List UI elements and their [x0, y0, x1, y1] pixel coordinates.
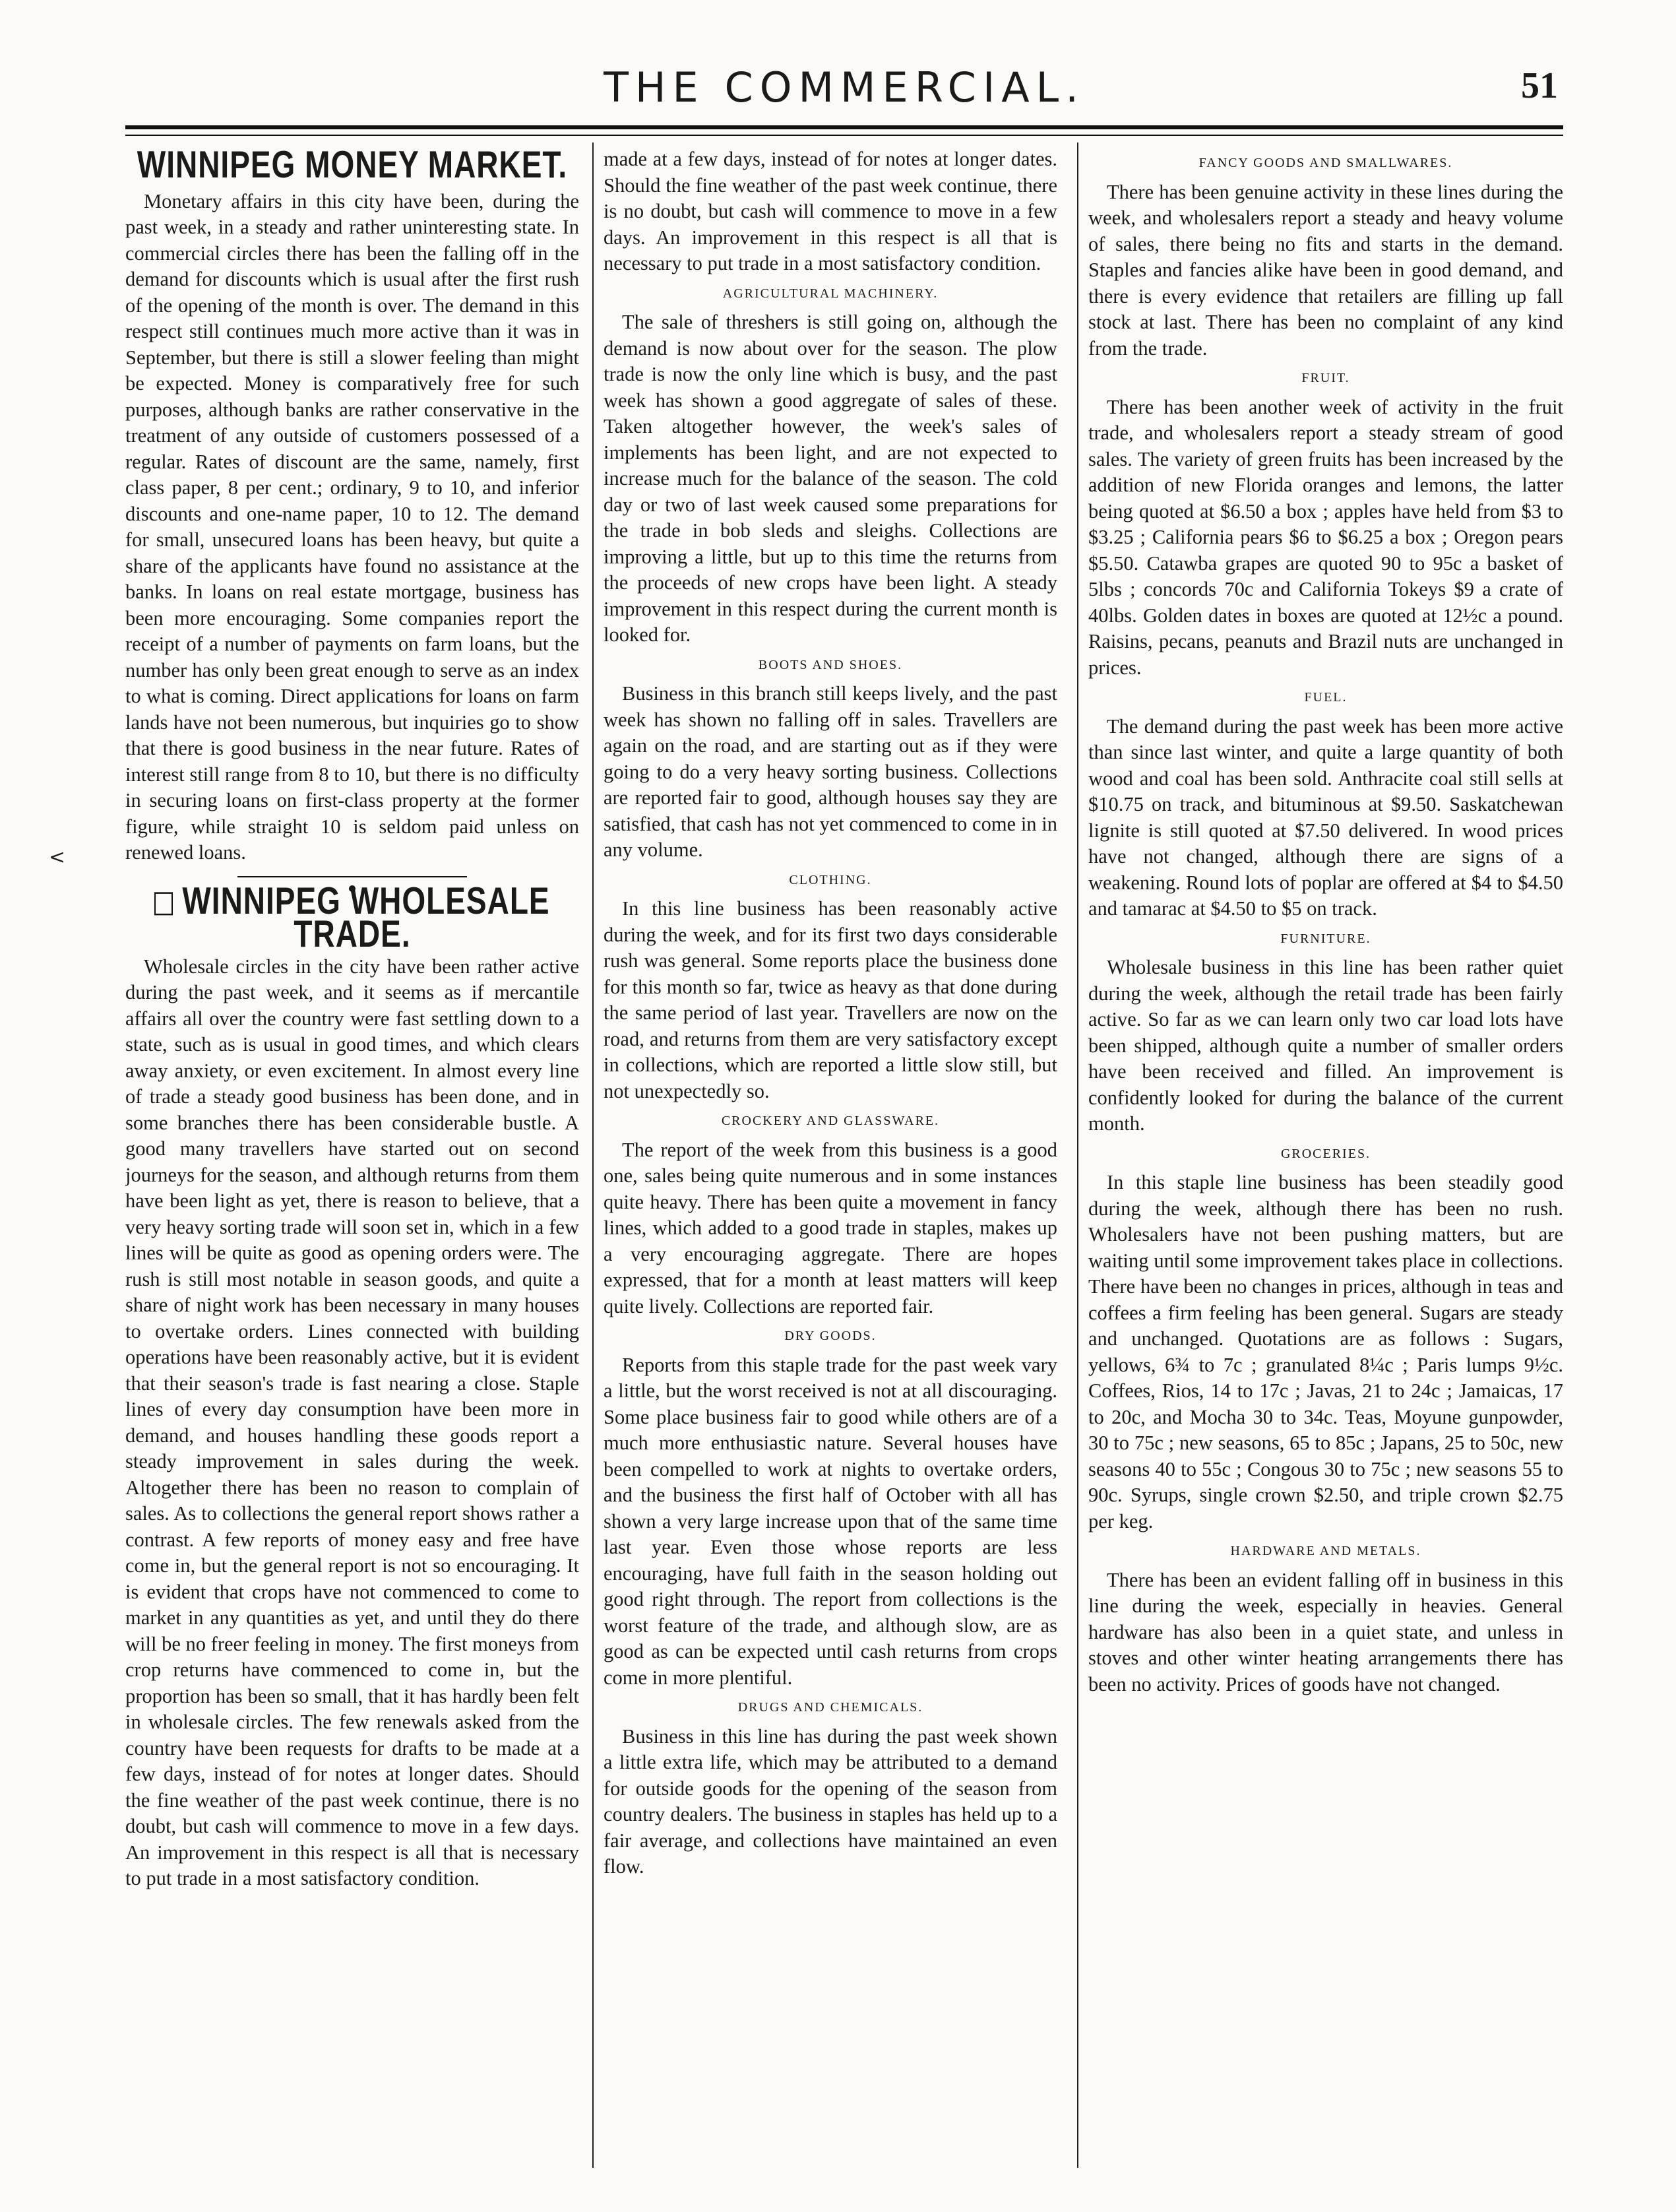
section-title: FRUIT. — [1301, 371, 1350, 385]
margin-mark: < — [49, 846, 66, 869]
section-title: FANCY GOODS AND SMALLWARES. — [1198, 156, 1453, 170]
section-text: Business in this line has during the past week shown a little extra life, which may be attributed to a demand for outside goods for the opening of the season from country dealers. The business in staples has held up to a fair average, and collections have maintained an even flow. — [604, 1724, 1057, 1878]
wholesale-intro: Wholesale circles in the city have been rather active during the past week, and it seems as if mercantile affairs all over the country were fast settling down to a state, such as is usual in good times, and which clears away anxiety, or even excitement. In almost every line of trade a steady good business has been done, and in some branches there has been considerable bustle. A good many travellers have started out on second journeys for the season, and although returns from them have been light as yet, there is reason to believe, that a very heavy sorting trade will soon set in, which in a few lines will be quite as good as opening orders were. The rush is still most notable in season goods, and quite a share of night work has been necessary in many houses to overtake orders. Lines connected with building operations have been reasonably active, but it is evident that their season's trade is fast nearing a close. Staple lines of every day consumption have been more in demand, and houses handling these goods report a steady improvement in sales during the week. Altogether there has been no reason to complain of sales. As to collections the general report shows rather a contrast. A few reports of money easy and free have come in, but the general report is not so encouraging. It is evident that crops have not commenced to come to market in any quantities as yet, and until they do there will be no freer feeling in money. The first moneys from crop returns have commenced to come in, but the proportion has been so small, that it has hardly been felt in wholesale circles. The few renewals asked from the country have been requests for drafts to be made at a few days, instead of for notes at longer dates. Should the fine weather of the past week continue, there is no doubt, but cash will commence to move in a few days. An improvement in this respect is all that is necessary to put trade in a most satisfactory condition. — [125, 955, 579, 1889]
section-text: There has been another week of activity in the fruit trade, and wholesalers report a steady stream of good sales. The variety of green fruits has been increased by the addition of new Florida oranges and lemons, the latter being quoted at $6.50 a box ; apples have held from $3 to $3.25 ; California pears $6 to $6.25 a box ; Oregon pears $5.50. Catawba grapes are quoted 90 to 95c a basket of 5lbs ; concords 70c and California Tokeys $9 a crate of 40lbs. Golden dates in boxes are quoted at 12½c a pound. Raisins, pecans, peanuts and Brazil nuts are unchanged in prices. — [1088, 395, 1563, 679]
section-title: BOOTS AND SHOES. — [758, 657, 903, 672]
section-text: The demand during the past week has been more active than since last winter, and quite a large quantity of both wood and coal has been sold. Anthracite coal still sells at $10.75 on track, and bituminous at $9.50. Saskatchewan lignite is still quoted at $7.50 delivered. In wood prices have not changed, although there are signs of a weakening. Round lots of poplar are offered at $4 to $4.50 and tamarac at $4.50 to $5 on track. — [1088, 714, 1563, 920]
wholesale-headline: WINNIPEG WHOLESALE TRADE. — [125, 885, 579, 950]
square-bullet-icon — [154, 892, 173, 915]
column-divider — [592, 142, 594, 2168]
section-title: HARDWARE AND METALS. — [1230, 1544, 1421, 1558]
section-text: Wholesale business in this line has been rather quiet during the week, although the retail trade has been fairly active. So far as we can learn only two car load lots have been shipped, although quite a number of smaller orders have been received and filled. An improvement is confidently looked for during the balance of the current month. — [1088, 956, 1563, 1135]
money-market-body: Monetary affairs in this city have been, during the past week, in a steady and rather uninteresting state. In commercial circles there has been the falling off in the demand for discounts which is usual after the first rush of the opening of the month is over. The demand in this respect still continues much more active than it was in September, but there is still a slower feeling than might be expected. Money is comparatively free for such purposes, although banks are rather conservative in the treatment of any outside of customers possessed of a regular. Rates of discount are the same, namely, first class paper, 8 per cent.; ordinary, 9 to 10, and inferior discounts and one-name paper, 10 to 12. The demand for small, unsecured loans has been heavy, but quite a share of the applicants have found no assistance at the banks. In loans on real estate mortgage, business has been more encouraging. Some companies report the receipt of a number of payments on farm loans, but the number has only been great enough to serve as an index to what is coming. Direct applications for loans on farm lands have not been numerous, but inquiries go to show that there is good business in the near future. Rates of interest still range from 8 to 10, but there is no difficulty in securing loans on first-class property at the former figure, while straight 10 is seldom paid unless on renewed loans. — [125, 189, 579, 864]
section-text: In this line business has been reasonably active during the week, and for its first two days considerable rush was general. Some reports place the business done for this month so far, twice as heavy as that done during the same period of last year. Travellers are now on the road, and returns from them are very satisfactory except in collections, which are reported a little slow still, but not unexpectedly so. — [604, 897, 1057, 1102]
header-rule-thick — [125, 125, 1563, 129]
newspaper-title: THE COMMERCIAL. — [604, 63, 1085, 111]
column-divider — [1077, 142, 1078, 2168]
section-title: CROCKERY AND GLASSWARE. — [721, 1114, 940, 1128]
page-number: 51 — [1521, 65, 1558, 106]
section-text: Reports from this staple trade for the past week vary a little, but the worst received is not at all discouraging. Some place business fair to good while others are of a much more enthusiastic nature. Several houses have been compelled to work at nights to overtake orders, and the business the first half of October with all has shown a very large increase upon that of the same time last year. Even those whose reports are less encouraging, have full faith in the season holding out good right through. The report from collections is the worst feature of the trade, and although slow, are as good as can be expected until cash returns from crops come in more plentiful. — [604, 1353, 1057, 1689]
money-market-headline: WINNIPEG MONEY MARKET. — [137, 146, 568, 186]
wholesale-intro-continued: made at a few days, instead of for notes at longer dates. Should the fine weather of the past week continue, there is no doubt, but cash will commence to move in a few days. An improvement in this respect is all that is necessary to put trade in a most satisfactory condition. — [604, 148, 1057, 274]
section-title: FURNITURE. — [1280, 931, 1371, 946]
column-3 — [1088, 146, 1563, 2165]
column-2 — [604, 146, 1057, 2165]
section-title: DRY GOODS. — [784, 1329, 877, 1343]
section-title: AGRICULTURAL MACHINERY. — [722, 286, 939, 301]
section-text: There has been an evident falling off in business in this line during the week, especially in heavies. General hardware has also been in a quiet state, and unless in stoves and other winter heating arrangements there has been no activity. Prices of goods have not changed. — [1088, 1568, 1563, 1695]
header-rule-thin — [125, 135, 1563, 136]
section-text: The report of the week from this business is a good one, sales being quite numerous and in some instances quite heavy. There has been quite a movement in fancy lines, which added to a good trade in staples, makes up a very encouraging aggregate. There are hopes expressed, that for a month at least matters will keep quite lively. Collections are reported fair. — [604, 1138, 1057, 1317]
section-title: DRUGS AND CHEMICALS. — [737, 1700, 923, 1715]
section-text: The sale of threshers is still going on, although the demand is now about over for the season. The plow trade is now the only line which is busy, and the past week has shown a good aggregate of sales of these. Taken altogether however, the week's sales of implements has been light, and are not expected to increase much for the balance of the season. The cold day or two of last week caused some preparations for the trade in bob sleds and sleighs. Collections are improving a little, but up to this time the returns from the proceeds of new crops have been light. A steady improvement in this respect during the current month is looked for. — [604, 311, 1057, 646]
section-title: GROCERIES. — [1280, 1146, 1371, 1161]
section-title: FUEL. — [1304, 690, 1348, 705]
section-text: In this staple line business has been steadily good during the week, although there has been no rush. Wholesalers have not been pushing matters, but are waiting until some improvement takes place in collections. There have been no changes in prices, although in teas and coffees a firm feeling has been general. Sugars are steady and unchanged. Quotations are as follows : Sugars, yellows, 6¾ to 7c ; granulated 8¼c ; Paris lumps 9½c. Coffees, Rios, 14 to 17c ; Javas, 21 to 24c ; Jamaicas, 17 to 20c, and Mocha 30 to 34c. Teas, Moyune gunpowder, 30 to 75c ; new seasons, 65 to 85c ; Japans, 25 to 50c, new seasons 40 to 55c ; Congous 30 to 75c ; new seasons 55 to 90c. Syrups, single crown $2.50, and triple crown $2.75 per keg. — [1088, 1171, 1563, 1533]
section-text: Business in this branch still keeps lively, and the past week has shown no falling off in sales. Travellers are again on the road, and are starting out as if they were going to do a very heavy sorting business. Collections are reported fair to good, although houses say they are satisfied, that cash has not yet commenced to come in in any volume. — [604, 682, 1057, 861]
masthead — [125, 63, 1563, 116]
section-text: There has been genuine activity in these lines during the week, and wholesalers report a steady and heavy volume of sales, there being no fits and starts in the demand. Staples and fancies alike have been in good demand, and there is every evidence that retailers are filling up fall stock at last. There has been no complaint of any kind from the trade. — [1088, 180, 1563, 360]
column-1 — [125, 146, 579, 2165]
section-title: CLOTHING. — [789, 872, 872, 887]
